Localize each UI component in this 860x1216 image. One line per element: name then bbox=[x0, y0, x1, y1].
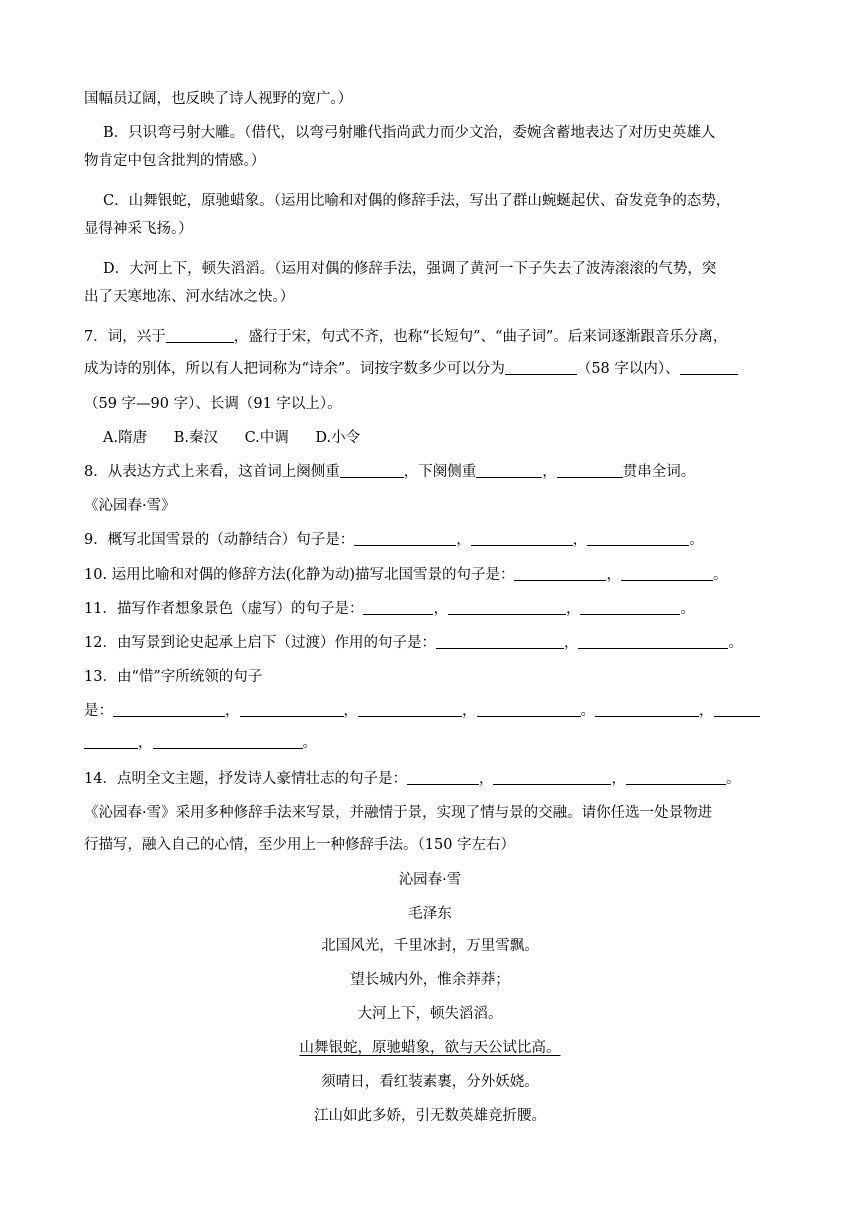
q7-option-a[interactable]: A.隋唐 bbox=[103, 430, 148, 446]
q13-blank-2[interactable] bbox=[240, 702, 344, 717]
section-title: 《沁园春·雪》 bbox=[84, 498, 176, 514]
q10-blank-1[interactable] bbox=[514, 566, 606, 581]
q10-blank-2[interactable] bbox=[621, 566, 713, 581]
question-13-line2 bbox=[84, 701, 760, 721]
q11-sep-1: ， bbox=[433, 601, 448, 617]
q13-blank-6-cont[interactable] bbox=[84, 734, 138, 749]
q10-sep: ， bbox=[606, 567, 621, 583]
poem-line: 望长城内外，惟余莽莽； bbox=[350, 972, 510, 988]
q13-blank-3[interactable] bbox=[358, 702, 462, 717]
question-13-line3 bbox=[84, 733, 317, 753]
q8-text-c: ， bbox=[542, 464, 557, 480]
q9-text: 9．概写北国雪景的（动静结合）句子是： bbox=[84, 532, 355, 548]
q7-blank-1[interactable] bbox=[166, 328, 234, 343]
poem-line: 北国风光，千里冰封，万里雪飘。 bbox=[321, 938, 539, 954]
poem-author: 毛泽东 bbox=[408, 906, 452, 922]
q13-blank-5[interactable] bbox=[595, 702, 699, 717]
q13-mid: 。 bbox=[580, 703, 595, 719]
q9-sep-1: ， bbox=[456, 532, 471, 548]
q9-blank-3[interactable] bbox=[587, 531, 689, 546]
poem-line-highlight: 山舞银蛇，原驰蜡象，欲与天公试比高。 bbox=[299, 1040, 561, 1056]
question-7-line2 bbox=[84, 359, 738, 379]
q8-text-d: 贯串全词。 bbox=[622, 464, 696, 480]
q14-sep-1: ， bbox=[478, 771, 494, 787]
q13-sep-3: ， bbox=[462, 703, 477, 719]
q8-blank-1[interactable] bbox=[340, 463, 404, 478]
q11-sep-2: ， bbox=[565, 601, 581, 617]
option-b-line2: 物肯定中包含批判的情感。） bbox=[84, 153, 266, 169]
q13-prefix: 是： bbox=[84, 703, 113, 719]
question-12 bbox=[84, 633, 743, 653]
q14-blank-2[interactable] bbox=[493, 770, 611, 785]
q8-blank-3[interactable] bbox=[557, 463, 623, 478]
q7-text-b: ，盛行于宋，句式不齐，也称“长短句”、“曲子词”。后来词逐渐跟音乐分离， bbox=[233, 329, 728, 345]
writing-task-line2: 行描写，融入自己的心情，至少用上一种修辞手法。（150 字左右） bbox=[84, 837, 516, 853]
q7-text-a: 7．词，兴于 bbox=[84, 329, 166, 345]
question-7-line1 bbox=[84, 327, 727, 347]
q12-end: 。 bbox=[728, 635, 743, 651]
poem-title: 沁园春·雪 bbox=[398, 872, 462, 888]
q11-end: 。 bbox=[680, 601, 695, 617]
option-d-line2: 出了天寒地冻、河水结冰之快。） bbox=[84, 289, 295, 305]
q14-sep-2: ， bbox=[611, 771, 626, 787]
q10-end: 。 bbox=[712, 567, 728, 583]
q11-blank-2[interactable] bbox=[448, 600, 566, 615]
q14-blank-3[interactable] bbox=[626, 770, 726, 785]
q12-text: 12．由写景到论史起承上启下（过渡）作用的句子是： bbox=[84, 635, 436, 651]
q7-option-c[interactable]: C.中调 bbox=[244, 430, 289, 446]
q9-end: 。 bbox=[689, 532, 704, 548]
q9-sep-2: ， bbox=[572, 532, 588, 548]
q10-text: 10. 运用比喻和对偶的修辞方法(化静为动)描写北国雪景的句子是： bbox=[84, 567, 515, 583]
q13-end: 。 bbox=[302, 735, 317, 751]
question-14 bbox=[84, 769, 740, 789]
question-11 bbox=[84, 599, 695, 619]
q13-sep-5: ， bbox=[138, 735, 153, 751]
q7-option-b[interactable]: B.秦汉 bbox=[173, 430, 218, 446]
q12-blank-2[interactable] bbox=[578, 634, 728, 649]
question-10 bbox=[84, 565, 727, 585]
poem-line-underlined bbox=[84, 1038, 776, 1058]
q14-text: 14．点明全文主题，抒发诗人豪情壮志的句子是： bbox=[84, 771, 407, 787]
q11-blank-3[interactable] bbox=[580, 600, 680, 615]
question-13-line1: 13．由“惜”字所统领的句子 bbox=[84, 669, 263, 685]
q12-blank-1[interactable] bbox=[436, 634, 564, 649]
q8-text-b: ，下阕侧重 bbox=[403, 464, 477, 480]
q7-text-c: 成为诗的别体，所以有人把词称为“诗余”。词按字数多少可以分为 bbox=[84, 361, 505, 377]
question-8 bbox=[84, 462, 695, 482]
q7-text-d: （58 字以内）、 bbox=[576, 361, 680, 377]
option-b-line1: B．只识弯弓射大雕。（借代，以弯弓射雕代指尚武力而少文治，委婉含蓄地表达了对历史英雄人 bbox=[103, 125, 716, 141]
q14-blank-1[interactable] bbox=[407, 770, 479, 785]
poem-line: 大河上下，顿失滔滔。 bbox=[357, 1006, 503, 1022]
writing-task-line1: 《沁园春·雪》采用多种修辞手法来写景，并融情于景，实现了情与景的交融。请你任选一处景物进 bbox=[84, 805, 713, 821]
q8-text-a: 8．从表达方式上来看，这首词上阕侧重 bbox=[84, 464, 340, 480]
q13-sep-4: ， bbox=[699, 703, 714, 719]
q9-blank-2[interactable] bbox=[471, 531, 573, 546]
q13-blank-7[interactable] bbox=[153, 734, 303, 749]
option-c-line1: C．山舞银蛇，原驰蜡象。（运用比喻和对偶的修辞手法，写出了群山蜿蜒起伏、奋发竞争的态势， bbox=[103, 193, 731, 209]
q7-option-d[interactable]: D.小令 bbox=[315, 430, 361, 446]
q8-blank-2[interactable] bbox=[476, 463, 542, 478]
q13-sep-2: ， bbox=[343, 703, 358, 719]
question-7-options bbox=[103, 428, 382, 448]
option-c-line2: 显得神采飞扬。） bbox=[84, 221, 193, 237]
q11-text: 11．描写作者想象景色（虚写）的句子是： bbox=[84, 601, 364, 617]
option-a-continuation: 国幅员辽阔，也反映了诗人视野的宽广。） bbox=[84, 91, 353, 107]
q11-blank-1[interactable] bbox=[363, 600, 433, 615]
poem-line: 须晴日，看红装素裹，分外妖娆。 bbox=[321, 1074, 539, 1090]
poem-line: 江山如此多娇，引无数英雄竞折腰。 bbox=[314, 1108, 546, 1124]
q14-end: 。 bbox=[725, 771, 741, 787]
option-d-line1: D．大河上下，顿失滔滔。（运用对偶的修辞手法，强调了黄河一下子失去了波涛滚滚的气势，突 bbox=[103, 261, 717, 277]
q13-sep-1: ， bbox=[225, 703, 240, 719]
q13-blank-6[interactable] bbox=[714, 702, 760, 717]
q7-blank-2[interactable] bbox=[505, 360, 577, 375]
q9-blank-1[interactable] bbox=[354, 531, 456, 546]
q13-blank-1[interactable] bbox=[113, 702, 225, 717]
q12-sep: ， bbox=[563, 635, 579, 651]
q13-blank-4[interactable] bbox=[477, 702, 581, 717]
q7-blank-3[interactable] bbox=[680, 360, 738, 375]
question-7-line3: （59 字—90 字）、长调（91 字以上）。 bbox=[84, 396, 342, 412]
question-9 bbox=[84, 530, 704, 550]
